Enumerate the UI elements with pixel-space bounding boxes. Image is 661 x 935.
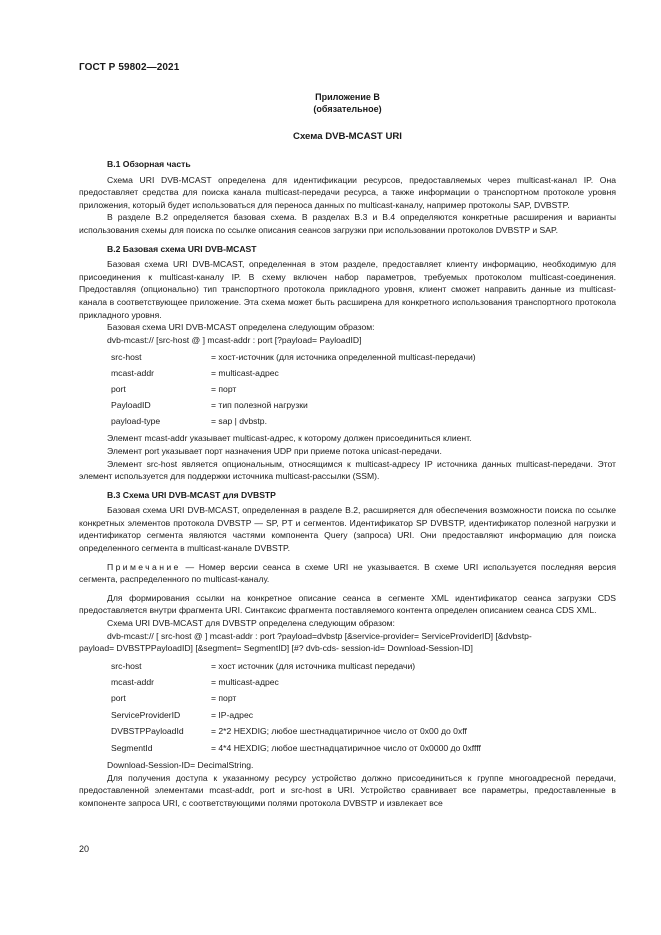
section-b2-paragraph: Базовая схема URI DVB-MCAST, определенная в этом разделе, предоставляет клиенту информацию, необходимую для присоединения к multicast-каналу IP. В схему включен набор параметров, требуемых протоколом multicast-соединения. Предоставляя (опционально) тип транспортного протокола прикладного уровня, клиент сможет направить данные из multicast-канала в соответствующее приложение. Эта схема может быть расширена для конкретного использования транспортного протокола прикладного уровня.: [79, 259, 616, 320]
parameter-description: = multicast-адрес: [211, 677, 279, 688]
parameter-description: = хост-источник (для источника определенной multicast-передачи): [211, 352, 476, 363]
parameter-table: [111, 658, 481, 756]
parameter-name: port: [111, 384, 126, 395]
section-b3-paragraph: Для получения доступа к указанному ресурсу устройство должно присоединиться к группе многоадресной передачи, предоставленной элементами mcast-addr, port и src-host в URI. Устройство сравнивает все параметры, предоставленные в компоненте запроса URI, с соответствующими полями протокола DVBSTP и извлекает все: [79, 772, 616, 808]
parameter-table: [111, 349, 476, 429]
parameter-name: ServiceProviderID: [111, 709, 181, 720]
section-b2-heading: В.2 Базовая схема URI DVB-MCAST: [107, 243, 257, 254]
uri-syntax: dvb-mcast:// [ src-host @ ] mcast-addr : port ?payload=dvbstp [&service-provider= ServiceProviderID] [&dvbstp-: [107, 630, 532, 641]
section-b3-paragraph: Схема URI DVB-MCAST для DVBSTP определена следующим образом:: [107, 618, 395, 629]
uri-syntax-continuation: payload= DVBSTPPayloadID] [&segment= SegmentID] [#? dvb-cds- session-id= Download-Session-ID]: [79, 643, 473, 654]
section-b1-paragraph: В разделе В.2 определяется базовая схема. В разделах В.3 и В.4 определяются конкретные расширения и варианты использования схемы для поиска по ссылке описания сеансов загрузки при использовании протоколов DVBSTP и SAP.: [79, 212, 616, 235]
main-title: Схема DVB-MCAST URI: [293, 131, 402, 142]
appendix-status: (обязательное): [313, 104, 382, 114]
parameter-name: mcast-addr: [111, 677, 154, 688]
parameter-description: = хост источник (для источника multicast передачи): [211, 660, 416, 671]
parameter-row: [111, 691, 481, 707]
note: [79, 561, 616, 586]
parameter-row: [111, 381, 476, 397]
parameter-name: payload-type: [111, 416, 161, 427]
parameter-row: [111, 674, 481, 690]
section-b3-heading: В.3 Схема URI DVB-MCAST для DVBSTP: [107, 489, 276, 500]
parameter-row: [111, 740, 481, 756]
parameter-row: [111, 349, 476, 365]
parameter-name: SegmentId: [111, 742, 153, 753]
section-b2-paragraph: Базовая схема URI DVB-MCAST определена следующим образом:: [107, 322, 375, 333]
parameter-description: = 2*2 HEXDIG; любое шестнадцатиричное число от 0x00 до 0xff: [211, 726, 467, 737]
body-text: [79, 158, 616, 810]
parameter-description: = 4*4 HEXDIG; любое шестнадцатиричное число от 0x0000 до 0xffff: [211, 742, 481, 753]
standard-header: ГОСТ Р 59802—2021: [79, 62, 180, 73]
parameter-row: [111, 413, 476, 429]
parameter-row: [111, 397, 476, 413]
section-b2-paragraph: Элемент mcast-addr указывает multicast-адрес, к которому должен присоединиться клиент.: [107, 433, 472, 444]
parameter-name: PayloadID: [111, 400, 151, 411]
parameter-description: = порт: [211, 693, 237, 704]
section-b2-paragraph: Элемент src-host является опциональным, относящимся к multicast-адресу IP источника данных multicast-передачи. Этот элемент используется для поддержки источника multicast-рассылки (SSM).: [79, 458, 616, 482]
parameter-description: = sap | dvbstp.: [211, 416, 267, 427]
section-b3-paragraph: Для формирования ссылки на конкретное описание сеанса в сегменте XML идентификатор сеанса загрузки CDS предоставляется внутри фрагмента URI. Синтаксис фрагмента поставляемого контента определен описанием сеанса CDS XML.: [79, 592, 616, 616]
parameter-name: src-host: [111, 660, 142, 671]
section-b1-heading: В.1 Обзорная часть: [107, 159, 191, 169]
parameter-name: port: [111, 693, 126, 704]
parameter-description: = multicast-адрес: [211, 368, 279, 379]
note-text: — Номер версии сеанса в схеме URI не указывается. В схеме URI используется последняя версия сегмента, распределенного по multicast-каналу.: [79, 561, 616, 585]
parameter-description: = тип полезной нагрузки: [211, 400, 308, 411]
parameter-name: mcast-addr: [111, 368, 154, 379]
section-b1-paragraph: Схема URI DVB-MCAST определена для идентификации ресурсов, предоставляемых через multicast-канал IP. Она предоставляет средства для поиска канала multicast-передачи ресурса, а также информации о транспортном протоколе уровня приложения, который будет использоваться для переноса данных по multicast-каналу, например протоколы SAP, DVBSTP.: [79, 174, 616, 210]
session-id-definition: Download-Session-ID= DecimalString.: [107, 760, 254, 771]
page-number: 20: [79, 844, 90, 854]
section-b2-paragraph: Элемент port указывает порт назначения UDP при приеме потока unicast-передачи.: [107, 445, 442, 456]
parameter-description: = IP-адрес: [211, 709, 254, 720]
parameter-row: [111, 365, 476, 381]
parameter-name: src-host: [111, 352, 142, 363]
section-b3-paragraph: Базовая схема URI DVB-MCAST, определенная в разделе В.2, расширяется для обеспечения возможности поиска по ссылке конкретных элементов протокола DVBSTP — SP, PT и сегментов. Идентификатор SP DVBSTP, идентификатор полезной нагрузки и идентификатор сегмента являются частями компонента Query (запроса) URI. Они предоставляют информацию для поиска определенного сегмента в multicast-канале DVBSTP.: [79, 505, 616, 554]
parameter-row: [111, 658, 481, 674]
note-label: Примечание: [107, 561, 181, 572]
uri-syntax: dvb-mcast:// [src-host @ ] mcast-addr : port [?payload= PayloadID]: [107, 334, 362, 345]
parameter-description: = порт: [211, 384, 237, 395]
appendix-title: Приложение В: [315, 92, 380, 102]
parameter-name: DVBSTPPayloadId: [111, 726, 184, 737]
parameter-row: [111, 707, 481, 723]
parameter-row: [111, 723, 481, 739]
